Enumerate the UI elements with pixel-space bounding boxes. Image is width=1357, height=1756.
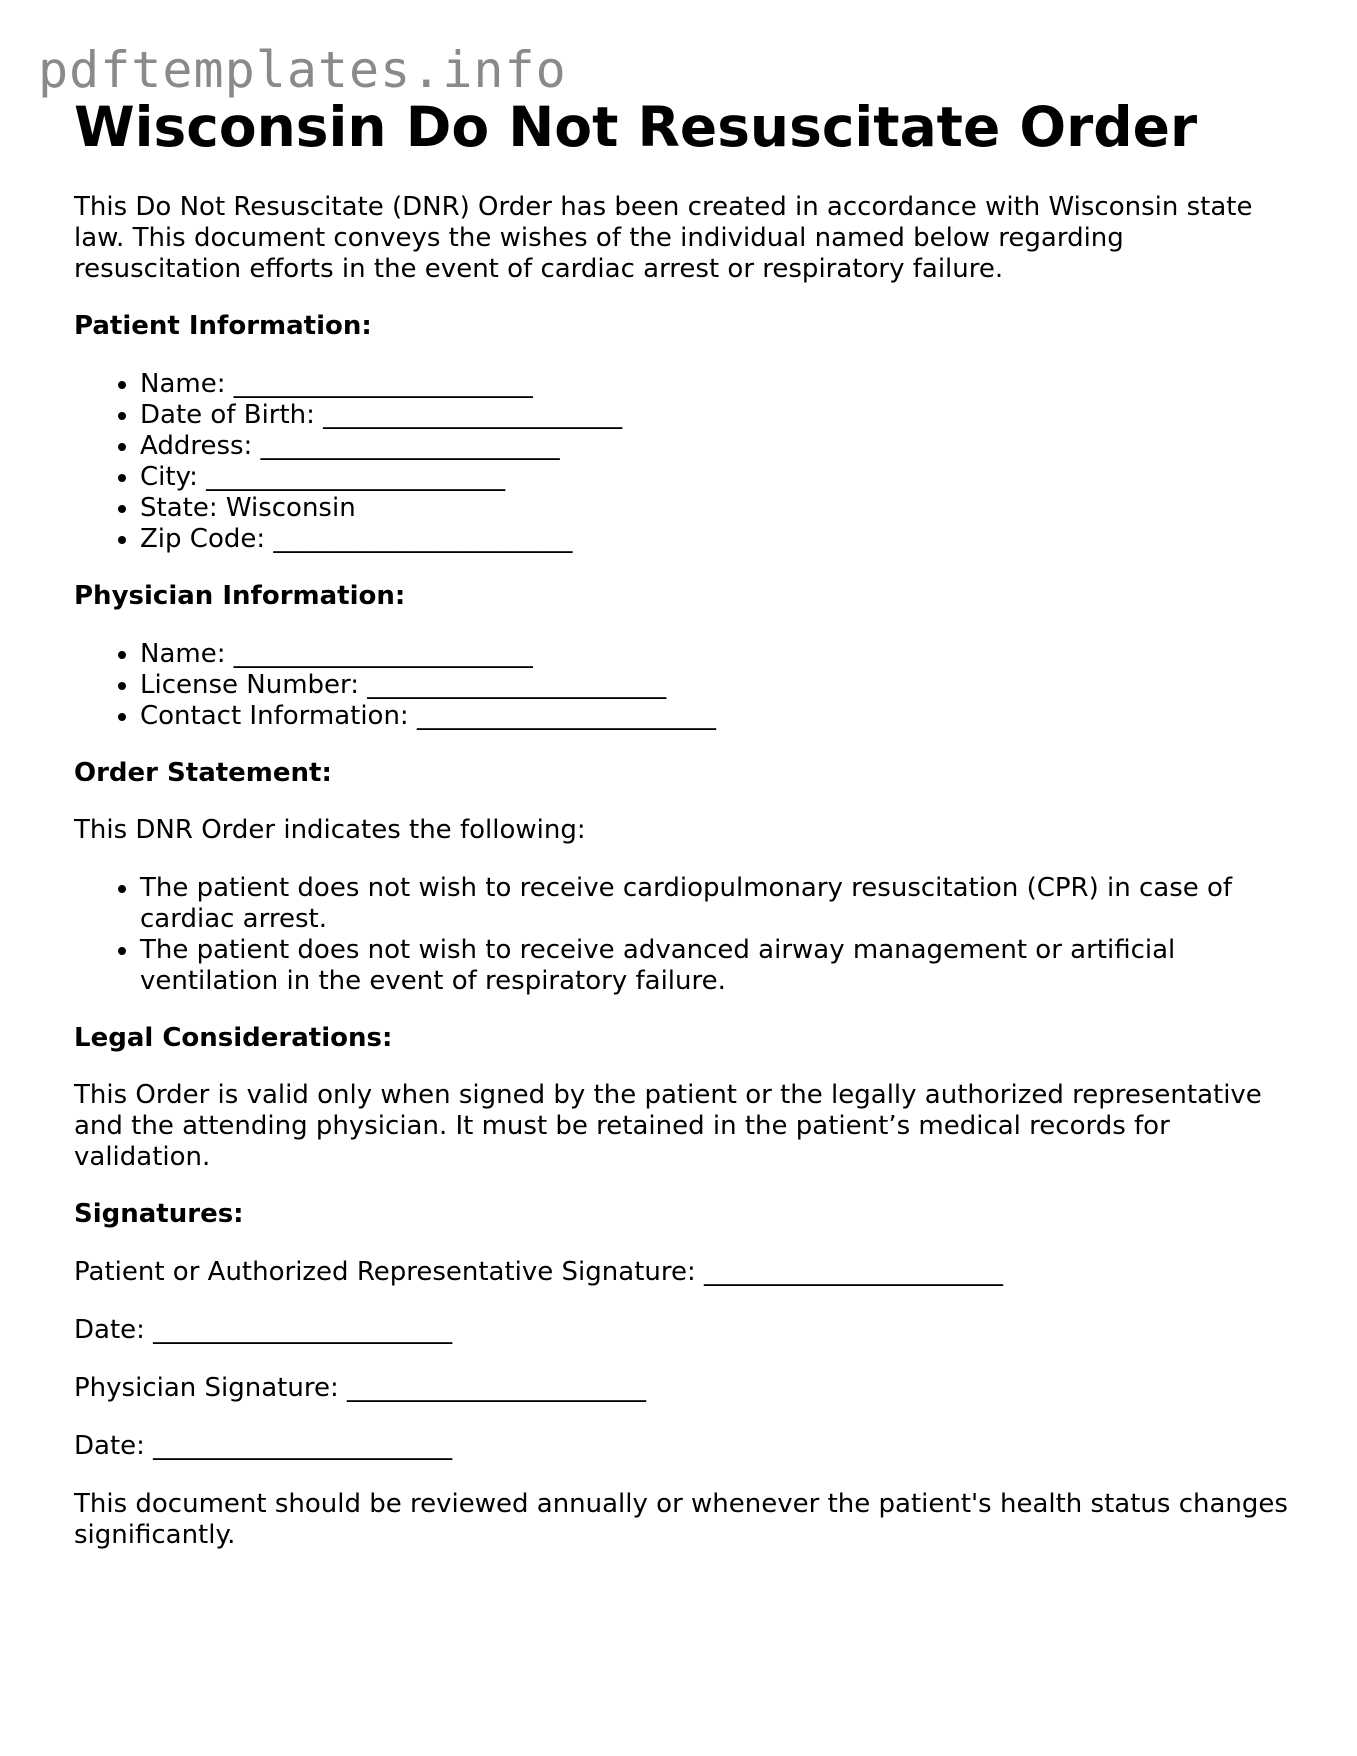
- physician-info-heading: Physician Information:: [74, 581, 406, 611]
- order-statement-list: [74, 873, 1289, 997]
- legal-paragraph: This Order is valid only when signed by the patient or the legally authorized representative and the attending physician. It must be retained in the patient’s medical records for validation.: [74, 1080, 1262, 1172]
- patient-info-heading: Patient Information:: [74, 311, 372, 341]
- physician-contact-field: • Contact Information: _______________________: [140, 701, 1289, 732]
- patient-address-field: • Address: _______________________: [140, 431, 1289, 462]
- patient-info-list: [74, 369, 1289, 555]
- order-statement-heading: Order Statement:: [74, 758, 332, 788]
- signatures-heading: Signatures:: [74, 1199, 244, 1229]
- physician-info-list: [74, 639, 1289, 732]
- order-item-airway: • The patient does not wish to receive advanced airway management or artificial ventilation in the event of respiratory failure.: [140, 935, 1289, 997]
- legal-heading: Legal Considerations:: [74, 1023, 393, 1053]
- order-lead: This DNR Order indicates the following:: [74, 815, 586, 845]
- intro-paragraph: This Do Not Resuscitate (DNR) Order has been created in accordance with Wisconsin state law. This document conveys the wishes of the individual named below regarding resuscitation efforts in the event of cardiac arrest or respiratory failure.: [74, 192, 1253, 284]
- order-item-cpr: • The patient does not wish to receive cardiopulmonary resuscitation (CPR) in case of cardiac arrest.: [140, 873, 1289, 935]
- patient-state-field: • State: Wisconsin: [140, 493, 1289, 524]
- physician-license-field: • License Number: _______________________: [140, 670, 1289, 701]
- review-note: This document should be reviewed annually or whenever the patient's health status changes significantly.: [74, 1489, 1288, 1550]
- physician-date-line: Date: _______________________: [74, 1431, 453, 1461]
- watermark: pdftemplates.info: [38, 41, 567, 99]
- patient-date-line: Date: _______________________: [74, 1315, 453, 1345]
- patient-zip-field: • Zip Code: _______________________: [140, 524, 1289, 555]
- patient-name-field: • Name: _______________________: [140, 369, 1289, 400]
- physician-signature-line: Physician Signature: _______________________: [74, 1373, 646, 1403]
- document-page: [74, 92, 1289, 1551]
- physician-name-field: • Name: _______________________: [140, 639, 1289, 670]
- patient-dob-field: • Date of Birth: _______________________: [140, 400, 1289, 431]
- page-title: Wisconsin Do Not Resuscitate Order: [74, 95, 1198, 159]
- patient-signature-line: Patient or Authorized Representative Signature: _______________________: [74, 1257, 1004, 1287]
- patient-city-field: • City: _______________________: [140, 462, 1289, 493]
